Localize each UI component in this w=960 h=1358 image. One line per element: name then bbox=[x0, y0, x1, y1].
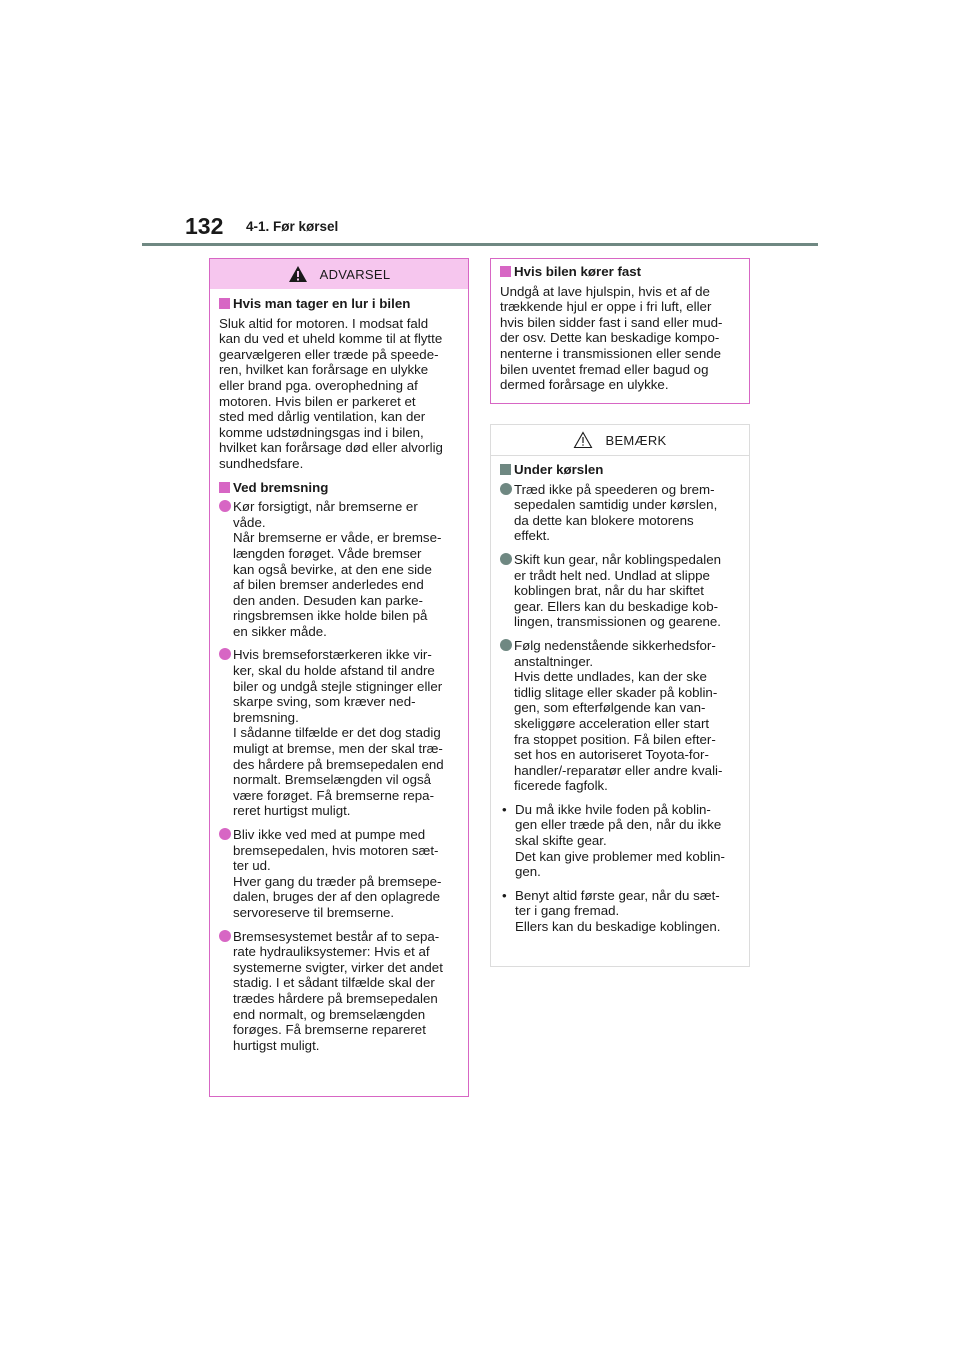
warning-triangle-icon bbox=[288, 265, 308, 283]
notice-box-header bbox=[491, 425, 749, 456]
warning-box-continued bbox=[490, 258, 750, 404]
warning-subheading-nap: Hvis man tager en lur i bilen bbox=[219, 296, 460, 312]
list-item: • Du må ikke hvile foden på koblin- gen eller træde på den, når du ikke skal skifte gear. Det kan give problemer med koblin- gen. bbox=[502, 801, 725, 880]
square-bullet-icon bbox=[500, 464, 511, 475]
warning-subheading-braking: Ved bremsning bbox=[219, 480, 460, 496]
section-title: 4-1. Før kørsel bbox=[246, 219, 339, 234]
small-bullet-marker: • bbox=[502, 887, 507, 903]
list-item: Bremsesystemet består af to sepa- rate hydrauliksystemer: Hvis et af systemerne svigter, virker det andet stadig. I et sådant tilfælde skal der trædes hårdere på bremsepedalen end normalt, og bremselængden forøges. Få bremserne repareret hurtigst muligt. bbox=[219, 929, 460, 1054]
notice-subheading-driving: Under kørslen bbox=[500, 462, 741, 478]
notice-triangle-icon bbox=[573, 431, 593, 449]
warning-paragraph-nap: Sluk altid for motoren. I modsat fald kan du ved et uheld komme til at flytte gearvælgeren eller træde på speede- ren, hvilket kan forårsage en ulykke eller brand pga. overophedning af motoren. Hvis bilen er parkeret et sted med dårlig ventilation, kan der komme udstødningsgas ind i bilen, hvilket kan forårsage død eller alvorlig sundhedsfare. bbox=[219, 315, 443, 471]
list-item: Bliv ikke ved med at pumpe med bremsepedalen, hvis motoren sæt- ter ud. Hver gang du træder på bremsepe- dalen, bruges der af den oplagrede servoreserve til bremserne. bbox=[219, 827, 460, 921]
circle-bullet-icon bbox=[219, 828, 231, 840]
list-item: Kør forsigtigt, når bremserne er våde. Når bremserne er våde, er bremse- længden forøget. Våde bremser kan også bevirke, at den ene side af bilen bremser anderledes end den anden. Desuden kan parke- ringsbremsen ikke holde bilen på en sikker måde. bbox=[219, 499, 460, 639]
warning-box bbox=[209, 258, 469, 1097]
circle-bullet-icon bbox=[219, 648, 231, 660]
notice-box bbox=[490, 424, 750, 967]
warning-paragraph-stuck: Undgå at lave hjulspin, hvis et af de trækkende hjul er oppe i fri luft, eller hvis bilen sidder fast i sand eller mud- der osv. Dette kan beskadige kompo- nenterne i transmissionen eller sende bilen uventet fremad eller bagud og dermed forårsage en ulykke. bbox=[500, 283, 723, 393]
circle-bullet-icon bbox=[219, 500, 231, 512]
list-item: Hvis bremseforstærkeren ikke vir- ker, skal du holde afstand til andre biler og undgå stejle stigninger eller skarpe sving, som kræver ned- bremsning. I sådanne tilfælde er det dog stadig muligt at bremse, men der skal træ- des hårdere på bremsepedalen end normalt. Bremselængden vil også være forøget. Få bremserne repa- reret hurtigst muligt. bbox=[219, 647, 460, 819]
circle-bullet-icon bbox=[219, 930, 231, 942]
square-bullet-icon bbox=[500, 266, 511, 277]
small-bullet-marker: • bbox=[502, 801, 507, 817]
notice-label: BEMÆRK bbox=[605, 432, 667, 448]
list-item: Følg nedenstående sikkerhedsfor- anstaltninger. Hvis dette undlades, kan der ske tidlig slitage eller skader på koblin- gen, som efterfølgende kan van- skeliggøre acceleration eller start fra stoppet position. Få bilen efter- set hos en autoriseret Toyota-for- handler/-reparatør eller andre kvali- ficerede fagfolk. bbox=[500, 638, 741, 794]
list-item: Træd ikke på speederen og brem- sepedalen samtidig under kørslen, da dette kan blokere motorens effekt. bbox=[500, 482, 741, 544]
page-number: 132 bbox=[185, 213, 224, 239]
header-rule bbox=[142, 243, 818, 246]
circle-bullet-icon bbox=[500, 483, 512, 495]
square-bullet-icon bbox=[219, 298, 230, 309]
warning-box-header bbox=[210, 259, 468, 289]
warning-subheading-stuck: Hvis bilen kører fast bbox=[500, 264, 741, 280]
square-bullet-icon bbox=[219, 482, 230, 493]
warning-label: ADVARSEL bbox=[319, 266, 391, 282]
circle-bullet-icon bbox=[500, 639, 512, 651]
list-item: • Benyt altid første gear, når du sæt- ter i gang fremad. Ellers kan du beskadige koblingen. bbox=[502, 887, 721, 935]
circle-bullet-icon bbox=[500, 553, 512, 565]
list-item: Skift kun gear, når koblingspedalen er trådt helt ned. Undlad at slippe koblingen brat, når du har skiftet gear. Ellers kan du beskadige kob- lingen, transmissionen og gearene. bbox=[500, 552, 741, 630]
